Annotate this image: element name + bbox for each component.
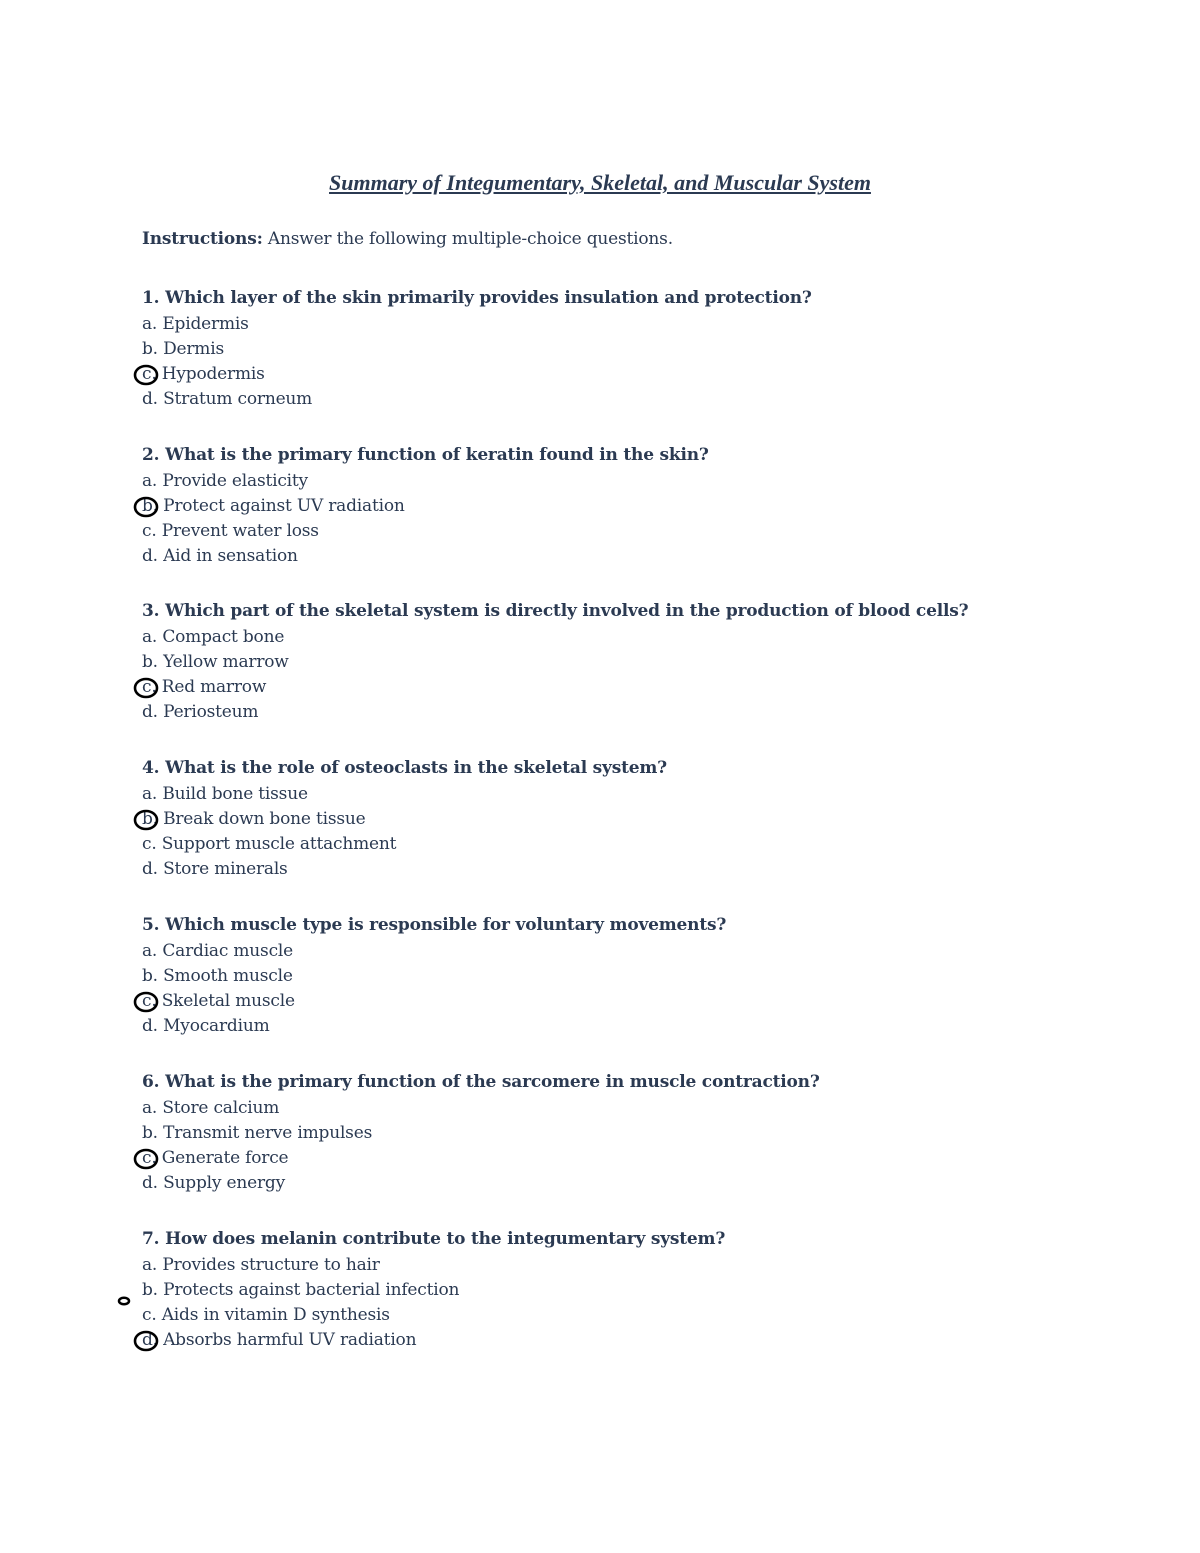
answer-option-selected: b. Protect against UV radiation	[142, 494, 1142, 519]
answer-option-selected: c. Skeletal muscle	[142, 989, 1142, 1014]
question-3	[142, 599, 1142, 726]
answer-option: d. Aid in sensation	[142, 546, 298, 567]
instructions-text: Answer the following multiple-choice questions.	[262, 229, 673, 249]
hand-drawn-circle	[133, 809, 163, 831]
answer-option: a. Build bone tissue	[142, 783, 308, 804]
question-6	[142, 1070, 1142, 1197]
question-text: 7. How does melanin contribute to the integumentary system?	[142, 1229, 726, 1249]
question-2	[142, 443, 1142, 570]
answer-option: b. Dermis	[142, 338, 224, 359]
hand-drawn-circle	[133, 364, 163, 386]
hand-drawn-circle	[133, 1330, 163, 1352]
pen-mark	[116, 1295, 132, 1307]
question-text: 2. What is the primary function of keratin found in the skin?	[142, 445, 709, 465]
answer-option: b. Protects against bacterial infection	[142, 1279, 460, 1300]
answer-option: a. Provides structure to hair	[142, 1254, 380, 1275]
answer-option: d. Stratum corneum	[142, 389, 313, 410]
answer-option-selected: b. Break down bone tissue	[142, 807, 1142, 832]
answer-option-selected: c. Red marrow	[142, 675, 1142, 700]
question-1	[142, 286, 1142, 413]
answer-option: a. Epidermis	[142, 313, 249, 334]
question-text: 6. What is the primary function of the sarcomere in muscle contraction?	[142, 1072, 820, 1092]
answer-option: d. Myocardium	[142, 1016, 270, 1037]
page-title: Summary of Integumentary, Skeletal, and Muscular System	[329, 170, 871, 195]
question-text: 1. Which layer of the skin primarily provides insulation and protection?	[142, 288, 812, 308]
answer-option: b. Transmit nerve impulses	[142, 1122, 373, 1143]
answer-option: a. Store calcium	[142, 1097, 280, 1118]
instructions	[142, 229, 673, 249]
answer-option: d. Supply energy	[142, 1173, 285, 1194]
instructions-label: Instructions:	[142, 229, 263, 249]
answer-option-selected: d. Absorbs harmful UV radiation	[142, 1328, 1142, 1353]
question-text: 4. What is the role of osteoclasts in the skeletal system?	[142, 758, 667, 778]
answer-option: b. Yellow marrow	[142, 651, 289, 672]
question-5	[142, 913, 1142, 1040]
question-4	[142, 756, 1142, 883]
answer-option: c. Aids in vitamin D synthesis	[142, 1305, 390, 1326]
question-text: 3. Which part of the skeletal system is directly involved in the production of blood cells?	[142, 601, 969, 621]
answer-option: d. Periosteum	[142, 702, 259, 723]
hand-drawn-circle	[133, 677, 163, 699]
answer-option: c. Support muscle attachment	[142, 834, 397, 855]
answer-option: d. Store minerals	[142, 859, 288, 880]
answer-option: a. Cardiac muscle	[142, 940, 294, 961]
answer-option: a. Compact bone	[142, 626, 285, 647]
question-7	[142, 1227, 1142, 1354]
answer-option: b. Smooth muscle	[142, 965, 293, 986]
answer-option-selected: c. Generate force	[142, 1146, 1142, 1171]
hand-drawn-circle	[133, 1148, 163, 1170]
hand-drawn-circle	[133, 496, 163, 518]
answer-option: c. Prevent water loss	[142, 521, 319, 542]
hand-drawn-circle	[133, 991, 163, 1013]
question-text: 5. Which muscle type is responsible for voluntary movements?	[142, 915, 727, 935]
answer-option-selected: c. Hypodermis	[142, 362, 1142, 387]
answer-option: a. Provide elasticity	[142, 470, 308, 491]
